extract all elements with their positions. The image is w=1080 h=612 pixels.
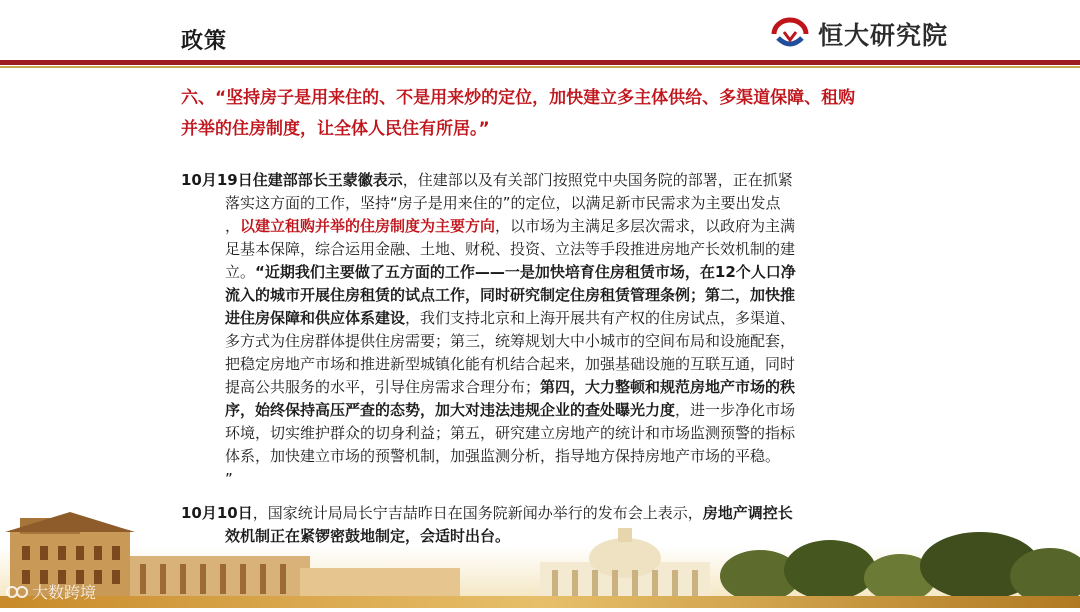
date-label: 10月19日住建部部长王蒙徽表示 (181, 171, 403, 189)
text-span: ，进一步净化市场 (675, 401, 796, 419)
bold-text: 第四，大力整顿和规范房地产市场的秩 (540, 378, 796, 396)
paragraph-statistics-bureau (181, 502, 911, 548)
watermark-text: 大数跨境 (32, 583, 97, 602)
bold-text: 进住房保障和供应体系建设 (225, 309, 406, 327)
text-line: 效机制正在紧锣密鼓地制定，会适时出台。 (225, 527, 511, 545)
paragraph-housing-ministry (181, 169, 911, 491)
text-span: 提高公共服务的水平，引导住房需求合理分布； (225, 378, 541, 396)
text-line (181, 169, 911, 192)
text-span: ，国家统计局局长宁吉喆昨日在国务院新闻办举行的发布会上表示， (252, 504, 703, 522)
text-span: ， (225, 217, 241, 235)
evergrande-logo-icon (770, 16, 810, 52)
page-header (0, 0, 1080, 58)
text-line: 环境，切实维护群众的切身利益；第五，研究建立房地产的统计和市场监测预警的指标 (225, 424, 796, 442)
bold-text: 序，始终保持高压严查的态势，加大对违法违规企业的查处曝光力度 (225, 401, 676, 419)
text-line (181, 502, 911, 525)
text-line (181, 215, 911, 238)
text-span: 立。 (225, 263, 256, 281)
brand-logo (770, 14, 948, 54)
text-line: ” (225, 470, 233, 488)
watermark (6, 580, 96, 603)
text-line (181, 399, 911, 422)
text-span: ，我们支持北京和上海开展共有产权的住房试点，多渠道、 (405, 309, 796, 327)
text-line: 多方式为住房群体提供住房需要；第三，统筹规划大中小城市的空间布局和设施配套， (225, 332, 796, 350)
text-line (181, 376, 911, 399)
text-span: ，住建部以及有关部门按照党中央国务院的部署，正在抓紧 (402, 171, 793, 189)
text-line: 把稳定房地产市场和推进新型城镇化能有机结合起来，加强基础设施的互联互通，同时 (225, 355, 796, 373)
text-line: 足基本保障，综合运用金融、土地、财税、投资、立法等手段推进房地产长效机制的建 (225, 240, 796, 258)
heading-line: 并举的住房制度，让全体人民住有所居。” (181, 119, 490, 139)
section-heading (181, 83, 911, 145)
text-line: 体系，加快建立市场的预警机制，加强监测分析，指导地方保持房地产市场的平稳。 (225, 447, 781, 465)
page-title: 政策 (181, 29, 228, 54)
header-divider-gold (0, 66, 1080, 68)
text-line: 落实这方面的工作，坚持“房子是用来住的”的定位，以满足新市民需求为主要出发点 (225, 194, 781, 212)
text-span: ，以市场为主满足多层次需求，以政府为主满 (495, 217, 796, 235)
brand-name: 恒大研究院 (818, 21, 949, 50)
text-line (181, 261, 911, 284)
header-divider-red (0, 60, 1080, 65)
text-line (181, 307, 911, 330)
text-line: 流入的城市开展住房租赁的试点工作，同时研究制定住房租赁管理条例；第二，加快推 (225, 286, 796, 304)
heading-line: 六、“坚持房子是用来住的、不是用来炒的定位，加快建立多主体供给、多渠道保障、租购 (181, 88, 856, 108)
bold-text: 房地产调控长 (702, 504, 793, 522)
bold-text: “近期我们主要做了五方面的工作——一是加快培育住房租赁市场，在12个人口净 (255, 263, 796, 281)
watermark-logo-icon (6, 585, 28, 599)
highlight-text: 以建立租购并举的住房制度为主要方向 (240, 217, 496, 235)
date-label: 10月10日 (181, 504, 253, 522)
